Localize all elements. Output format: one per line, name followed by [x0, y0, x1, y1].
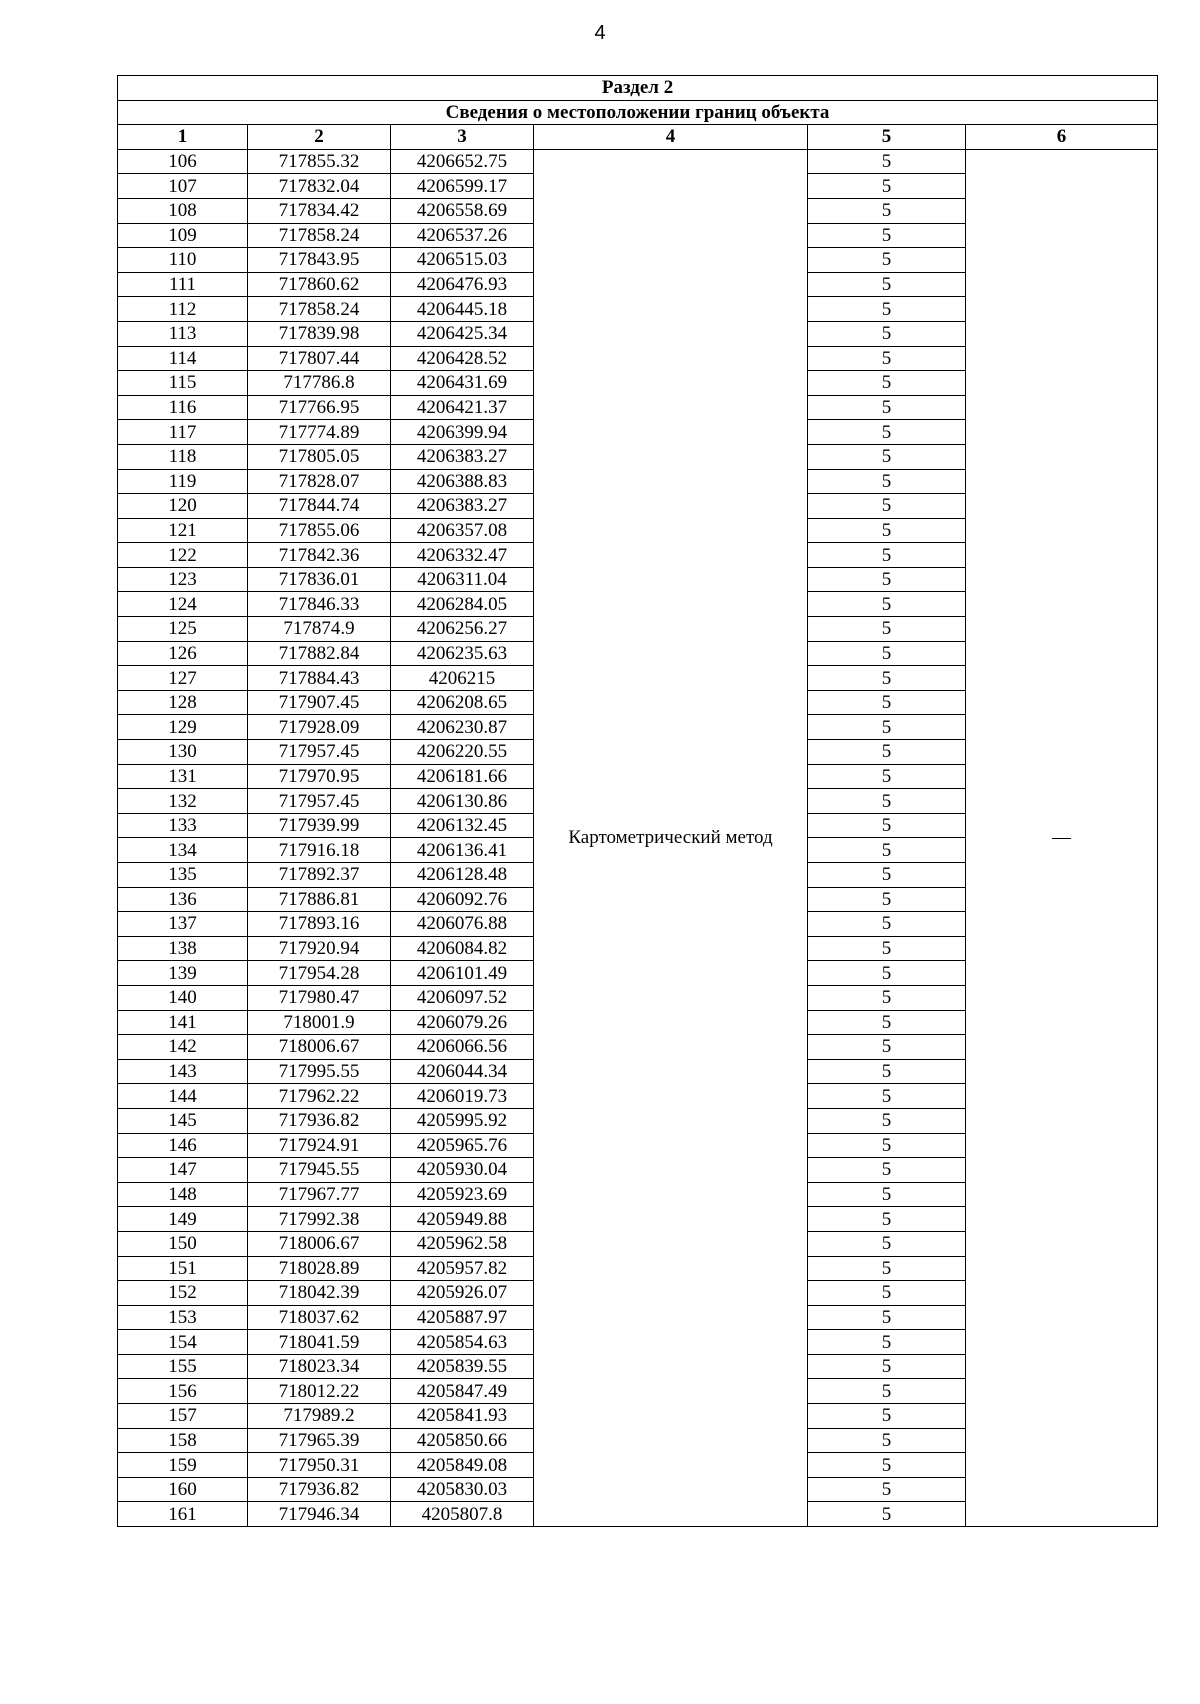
x-coordinate-cell: 718041.59 — [248, 1330, 391, 1355]
accuracy-cell: 5 — [808, 1477, 966, 1502]
x-coordinate-cell: 718001.9 — [248, 1010, 391, 1035]
table-row — [118, 149, 1158, 174]
column-number: 3 — [391, 125, 534, 150]
y-coordinate-cell: 4206428.52 — [391, 346, 534, 371]
point-number-cell: 109 — [118, 223, 248, 248]
accuracy-cell: 5 — [808, 1404, 966, 1429]
section-title: Раздел 2 — [118, 76, 1158, 101]
accuracy-cell: 5 — [808, 1256, 966, 1281]
point-number-cell: 124 — [118, 592, 248, 617]
accuracy-cell: 5 — [808, 444, 966, 469]
y-coordinate-cell: 4205854.63 — [391, 1330, 534, 1355]
x-coordinate-cell: 717992.38 — [248, 1207, 391, 1232]
accuracy-cell: 5 — [808, 272, 966, 297]
accuracy-cell: 5 — [808, 1133, 966, 1158]
accuracy-cell: 5 — [808, 813, 966, 838]
x-coordinate-cell: 717828.07 — [248, 469, 391, 494]
y-coordinate-cell: 4206092.76 — [391, 887, 534, 912]
section-title-row — [118, 76, 1158, 101]
x-coordinate-cell: 717807.44 — [248, 346, 391, 371]
x-coordinate-cell: 717907.45 — [248, 690, 391, 715]
x-coordinate-cell: 717892.37 — [248, 863, 391, 888]
section-subtitle-row — [118, 100, 1158, 125]
accuracy-cell: 5 — [808, 1158, 966, 1183]
y-coordinate-cell: 4205930.04 — [391, 1158, 534, 1183]
column-number: 6 — [966, 125, 1158, 150]
y-coordinate-cell: 4206235.63 — [391, 641, 534, 666]
y-coordinate-cell: 4206383.27 — [391, 444, 534, 469]
point-number-cell: 125 — [118, 617, 248, 642]
accuracy-cell: 5 — [808, 985, 966, 1010]
point-number-cell: 139 — [118, 961, 248, 986]
y-coordinate-cell: 4205847.49 — [391, 1379, 534, 1404]
y-coordinate-cell: 4205949.88 — [391, 1207, 534, 1232]
accuracy-cell: 5 — [808, 789, 966, 814]
boundary-coordinates-table — [117, 75, 1158, 1527]
x-coordinate-cell: 717995.55 — [248, 1059, 391, 1084]
y-coordinate-cell: 4206097.52 — [391, 985, 534, 1010]
y-coordinate-cell: 4206558.69 — [391, 198, 534, 223]
accuracy-cell: 5 — [808, 1428, 966, 1453]
accuracy-cell: 5 — [808, 641, 966, 666]
point-number-cell: 148 — [118, 1182, 248, 1207]
column-number: 1 — [118, 125, 248, 150]
x-coordinate-cell: 718042.39 — [248, 1281, 391, 1306]
y-coordinate-cell: 4206332.47 — [391, 543, 534, 568]
y-coordinate-cell: 4205830.03 — [391, 1477, 534, 1502]
y-coordinate-cell: 4206220.55 — [391, 740, 534, 765]
accuracy-cell: 5 — [808, 371, 966, 396]
accuracy-cell: 5 — [808, 494, 966, 519]
y-coordinate-cell: 4205839.55 — [391, 1354, 534, 1379]
point-number-cell: 150 — [118, 1231, 248, 1256]
x-coordinate-cell: 717936.82 — [248, 1477, 391, 1502]
x-coordinate-cell: 717886.81 — [248, 887, 391, 912]
accuracy-cell: 5 — [808, 690, 966, 715]
accuracy-cell: 5 — [808, 543, 966, 568]
point-number-cell: 117 — [118, 420, 248, 445]
accuracy-cell: 5 — [808, 1354, 966, 1379]
x-coordinate-cell: 717954.28 — [248, 961, 391, 986]
point-number-cell: 118 — [118, 444, 248, 469]
note-cell: — — [966, 149, 1158, 1526]
point-number-cell: 136 — [118, 887, 248, 912]
y-coordinate-cell: 4205962.58 — [391, 1231, 534, 1256]
point-number-cell: 129 — [118, 715, 248, 740]
accuracy-cell: 5 — [808, 1379, 966, 1404]
x-coordinate-cell: 717882.84 — [248, 641, 391, 666]
accuracy-cell: 5 — [808, 1084, 966, 1109]
y-coordinate-cell: 4206431.69 — [391, 371, 534, 396]
x-coordinate-cell: 717842.36 — [248, 543, 391, 568]
point-number-cell: 145 — [118, 1108, 248, 1133]
y-coordinate-cell: 4206084.82 — [391, 936, 534, 961]
y-coordinate-cell: 4206128.48 — [391, 863, 534, 888]
point-number-cell: 160 — [118, 1477, 248, 1502]
x-coordinate-cell: 717884.43 — [248, 666, 391, 691]
x-coordinate-cell: 717980.47 — [248, 985, 391, 1010]
y-coordinate-cell: 4206044.34 — [391, 1059, 534, 1084]
accuracy-cell: 5 — [808, 321, 966, 346]
y-coordinate-cell: 4205850.66 — [391, 1428, 534, 1453]
accuracy-cell: 5 — [808, 740, 966, 765]
y-coordinate-cell: 4205841.93 — [391, 1404, 534, 1429]
method-cell: Картометрический метод — [534, 149, 808, 1526]
x-coordinate-cell: 717858.24 — [248, 223, 391, 248]
x-coordinate-cell: 717957.45 — [248, 789, 391, 814]
accuracy-cell: 5 — [808, 715, 966, 740]
accuracy-cell: 5 — [808, 838, 966, 863]
table-body — [118, 76, 1158, 1527]
y-coordinate-cell: 4206181.66 — [391, 764, 534, 789]
x-coordinate-cell: 717936.82 — [248, 1108, 391, 1133]
point-number-cell: 130 — [118, 740, 248, 765]
accuracy-cell: 5 — [808, 1502, 966, 1527]
accuracy-cell: 5 — [808, 1305, 966, 1330]
y-coordinate-cell: 4206388.83 — [391, 469, 534, 494]
y-coordinate-cell: 4206515.03 — [391, 248, 534, 273]
point-number-cell: 113 — [118, 321, 248, 346]
x-coordinate-cell: 717989.2 — [248, 1404, 391, 1429]
x-coordinate-cell: 718028.89 — [248, 1256, 391, 1281]
y-coordinate-cell: 4205923.69 — [391, 1182, 534, 1207]
x-coordinate-cell: 717874.9 — [248, 617, 391, 642]
y-coordinate-cell: 4206311.04 — [391, 567, 534, 592]
column-number: 4 — [534, 125, 808, 150]
point-number-cell: 152 — [118, 1281, 248, 1306]
y-coordinate-cell: 4206101.49 — [391, 961, 534, 986]
point-number-cell: 153 — [118, 1305, 248, 1330]
point-number-cell: 123 — [118, 567, 248, 592]
y-coordinate-cell: 4205926.07 — [391, 1281, 534, 1306]
point-number-cell: 159 — [118, 1453, 248, 1478]
y-coordinate-cell: 4205849.08 — [391, 1453, 534, 1478]
y-coordinate-cell: 4206476.93 — [391, 272, 534, 297]
point-number-cell: 144 — [118, 1084, 248, 1109]
point-number-cell: 154 — [118, 1330, 248, 1355]
x-coordinate-cell: 717945.55 — [248, 1158, 391, 1183]
point-number-cell: 134 — [118, 838, 248, 863]
y-coordinate-cell: 4206383.27 — [391, 494, 534, 519]
x-coordinate-cell: 717957.45 — [248, 740, 391, 765]
y-coordinate-cell: 4205965.76 — [391, 1133, 534, 1158]
x-coordinate-cell: 717836.01 — [248, 567, 391, 592]
point-number-cell: 155 — [118, 1354, 248, 1379]
x-coordinate-cell: 717860.62 — [248, 272, 391, 297]
accuracy-cell: 5 — [808, 346, 966, 371]
point-number-cell: 135 — [118, 863, 248, 888]
point-number-cell: 119 — [118, 469, 248, 494]
x-coordinate-cell: 717855.06 — [248, 518, 391, 543]
column-number: 5 — [808, 125, 966, 150]
point-number-cell: 116 — [118, 395, 248, 420]
y-coordinate-cell: 4206537.26 — [391, 223, 534, 248]
point-number-cell: 108 — [118, 198, 248, 223]
point-number-cell: 120 — [118, 494, 248, 519]
x-coordinate-cell: 717924.91 — [248, 1133, 391, 1158]
x-coordinate-cell: 717832.04 — [248, 174, 391, 199]
accuracy-cell: 5 — [808, 1059, 966, 1084]
point-number-cell: 137 — [118, 912, 248, 937]
x-coordinate-cell: 717967.77 — [248, 1182, 391, 1207]
x-coordinate-cell: 717834.42 — [248, 198, 391, 223]
y-coordinate-cell: 4206130.86 — [391, 789, 534, 814]
y-coordinate-cell: 4206357.08 — [391, 518, 534, 543]
point-number-cell: 138 — [118, 936, 248, 961]
accuracy-cell: 5 — [808, 1330, 966, 1355]
x-coordinate-cell: 717766.95 — [248, 395, 391, 420]
accuracy-cell: 5 — [808, 961, 966, 986]
point-number-cell: 122 — [118, 543, 248, 568]
point-number-cell: 156 — [118, 1379, 248, 1404]
y-coordinate-cell: 4206215 — [391, 666, 534, 691]
column-number: 2 — [248, 125, 391, 150]
y-coordinate-cell: 4205887.97 — [391, 1305, 534, 1330]
point-number-cell: 112 — [118, 297, 248, 322]
accuracy-cell: 5 — [808, 666, 966, 691]
accuracy-cell: 5 — [808, 1231, 966, 1256]
x-coordinate-cell: 717846.33 — [248, 592, 391, 617]
y-coordinate-cell: 4206019.73 — [391, 1084, 534, 1109]
accuracy-cell: 5 — [808, 764, 966, 789]
accuracy-cell: 5 — [808, 863, 966, 888]
point-number-cell: 126 — [118, 641, 248, 666]
point-number-cell: 107 — [118, 174, 248, 199]
accuracy-cell: 5 — [808, 469, 966, 494]
point-number-cell: 141 — [118, 1010, 248, 1035]
y-coordinate-cell: 4205807.8 — [391, 1502, 534, 1527]
point-number-cell: 110 — [118, 248, 248, 273]
point-number-cell: 111 — [118, 272, 248, 297]
x-coordinate-cell: 717928.09 — [248, 715, 391, 740]
point-number-cell: 115 — [118, 371, 248, 396]
accuracy-cell: 5 — [808, 297, 966, 322]
accuracy-cell: 5 — [808, 149, 966, 174]
accuracy-cell: 5 — [808, 223, 966, 248]
point-number-cell: 133 — [118, 813, 248, 838]
x-coordinate-cell: 717962.22 — [248, 1084, 391, 1109]
point-number-cell: 149 — [118, 1207, 248, 1232]
accuracy-cell: 5 — [808, 395, 966, 420]
accuracy-cell: 5 — [808, 1108, 966, 1133]
y-coordinate-cell: 4206425.34 — [391, 321, 534, 346]
x-coordinate-cell: 717855.32 — [248, 149, 391, 174]
accuracy-cell: 5 — [808, 1281, 966, 1306]
accuracy-cell: 5 — [808, 518, 966, 543]
accuracy-cell: 5 — [808, 912, 966, 937]
y-coordinate-cell: 4206256.27 — [391, 617, 534, 642]
y-coordinate-cell: 4206208.65 — [391, 690, 534, 715]
accuracy-cell: 5 — [808, 248, 966, 273]
page-number: 4 — [594, 22, 606, 44]
point-number-cell: 161 — [118, 1502, 248, 1527]
section-subtitle: Сведения о местоположении границ объекта — [118, 100, 1158, 125]
x-coordinate-cell: 718012.22 — [248, 1379, 391, 1404]
point-number-cell: 132 — [118, 789, 248, 814]
accuracy-cell: 5 — [808, 1035, 966, 1060]
x-coordinate-cell: 717965.39 — [248, 1428, 391, 1453]
point-number-cell: 131 — [118, 764, 248, 789]
y-coordinate-cell: 4206230.87 — [391, 715, 534, 740]
y-coordinate-cell: 4206599.17 — [391, 174, 534, 199]
x-coordinate-cell: 717839.98 — [248, 321, 391, 346]
x-coordinate-cell: 717774.89 — [248, 420, 391, 445]
y-coordinate-cell: 4206076.88 — [391, 912, 534, 937]
x-coordinate-cell: 717950.31 — [248, 1453, 391, 1478]
accuracy-cell: 5 — [808, 1207, 966, 1232]
accuracy-cell: 5 — [808, 617, 966, 642]
accuracy-cell: 5 — [808, 174, 966, 199]
point-number-cell: 157 — [118, 1404, 248, 1429]
accuracy-cell: 5 — [808, 1010, 966, 1035]
y-coordinate-cell: 4206136.41 — [391, 838, 534, 863]
accuracy-cell: 5 — [808, 567, 966, 592]
x-coordinate-cell: 717893.16 — [248, 912, 391, 937]
x-coordinate-cell: 718023.34 — [248, 1354, 391, 1379]
y-coordinate-cell: 4206421.37 — [391, 395, 534, 420]
y-coordinate-cell: 4206652.75 — [391, 149, 534, 174]
accuracy-cell: 5 — [808, 592, 966, 617]
column-number-row — [118, 125, 1158, 150]
y-coordinate-cell: 4206445.18 — [391, 297, 534, 322]
y-coordinate-cell: 4206284.05 — [391, 592, 534, 617]
point-number-cell: 143 — [118, 1059, 248, 1084]
x-coordinate-cell: 717946.34 — [248, 1502, 391, 1527]
accuracy-cell: 5 — [808, 1182, 966, 1207]
x-coordinate-cell: 718037.62 — [248, 1305, 391, 1330]
y-coordinate-cell: 4205995.92 — [391, 1108, 534, 1133]
y-coordinate-cell: 4206399.94 — [391, 420, 534, 445]
point-number-cell: 158 — [118, 1428, 248, 1453]
accuracy-cell: 5 — [808, 198, 966, 223]
accuracy-cell: 5 — [808, 887, 966, 912]
point-number-cell: 140 — [118, 985, 248, 1010]
point-number-cell: 146 — [118, 1133, 248, 1158]
x-coordinate-cell: 717916.18 — [248, 838, 391, 863]
y-coordinate-cell: 4206079.26 — [391, 1010, 534, 1035]
x-coordinate-cell: 717805.05 — [248, 444, 391, 469]
x-coordinate-cell: 717970.95 — [248, 764, 391, 789]
point-number-cell: 128 — [118, 690, 248, 715]
point-number-cell: 147 — [118, 1158, 248, 1183]
point-number-cell: 121 — [118, 518, 248, 543]
y-coordinate-cell: 4206132.45 — [391, 813, 534, 838]
x-coordinate-cell: 718006.67 — [248, 1035, 391, 1060]
accuracy-cell: 5 — [808, 420, 966, 445]
x-coordinate-cell: 718006.67 — [248, 1231, 391, 1256]
y-coordinate-cell: 4205957.82 — [391, 1256, 534, 1281]
x-coordinate-cell: 717939.99 — [248, 813, 391, 838]
x-coordinate-cell: 717858.24 — [248, 297, 391, 322]
x-coordinate-cell: 717920.94 — [248, 936, 391, 961]
x-coordinate-cell: 717844.74 — [248, 494, 391, 519]
point-number-cell: 127 — [118, 666, 248, 691]
y-coordinate-cell: 4206066.56 — [391, 1035, 534, 1060]
x-coordinate-cell: 717786.8 — [248, 371, 391, 396]
accuracy-cell: 5 — [808, 936, 966, 961]
point-number-cell: 151 — [118, 1256, 248, 1281]
point-number-cell: 114 — [118, 346, 248, 371]
point-number-cell: 106 — [118, 149, 248, 174]
point-number-cell: 142 — [118, 1035, 248, 1060]
x-coordinate-cell: 717843.95 — [248, 248, 391, 273]
accuracy-cell: 5 — [808, 1453, 966, 1478]
